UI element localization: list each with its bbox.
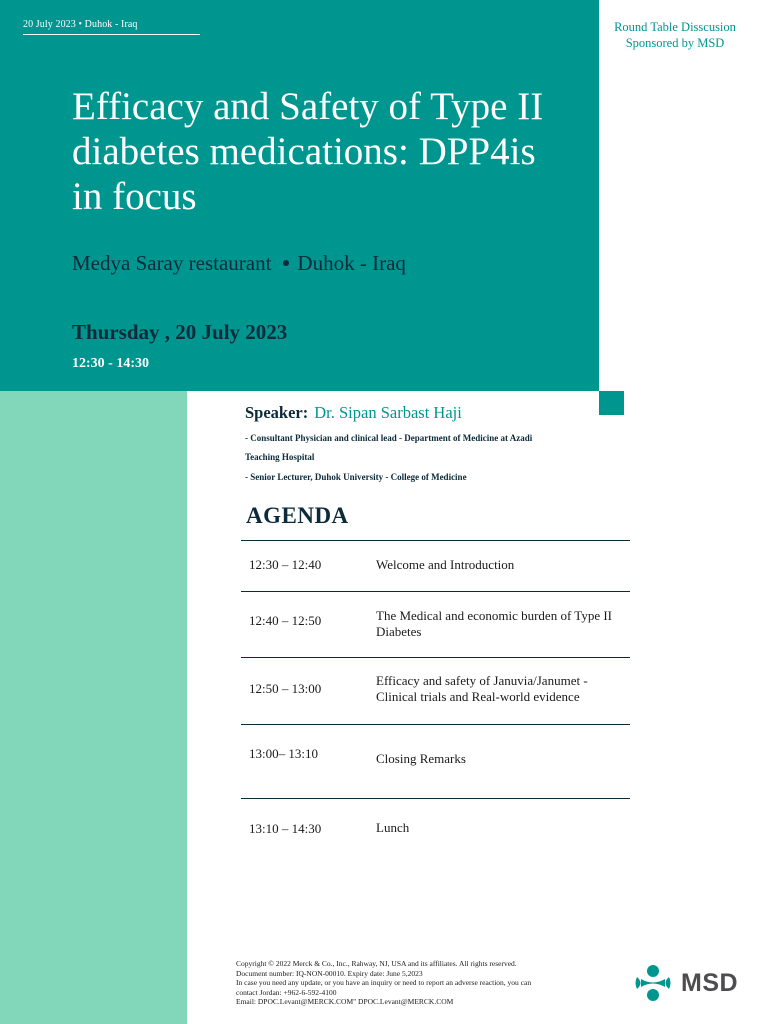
contact-phone: contact Jordan: +962-6-592-4100 [236, 987, 337, 997]
agenda-time: 12:30 – 12:40 [249, 557, 322, 572]
contact-note: In case you need any update, or you have an inquiry or need to report an adverse reaction, you can [236, 978, 532, 987]
accent-square [599, 391, 624, 415]
date-location-meta: 20 July 2023 • Duhok - Iraq [23, 19, 138, 30]
venue-city: Duhok - Iraq [297, 251, 406, 275]
agenda-time: 13:00– 13:10 [249, 746, 318, 761]
contact-email: Email: DPOC.Levant@MERCK.COM" DPOC.Levant@MERCK.COM [236, 997, 454, 1006]
venue-place: Medya Saray restaurant [72, 251, 272, 275]
side-background [0, 391, 187, 1024]
agenda-divider [241, 540, 630, 541]
copyright-text: Copyright © 2022 Merck & Co., Inc., Rahway, NJ, USA and its affiliates. All rights reserved. [236, 959, 517, 968]
speaker-label: Speaker: [245, 403, 309, 422]
event-date: Thursday , 20 July 2023 [72, 320, 288, 344]
event-title: Efficacy and Safety of Type II diabetes medications: DPP4is in focus [72, 85, 544, 218]
agenda-time: 12:50 – 13:00 [249, 681, 322, 696]
sponsor-note [601, 19, 749, 51]
speaker-credential: - Consultant Physician and clinical lead - Department of Medicine at Azadi [245, 433, 533, 443]
sponsor-line-1: Round Table Disscusion [614, 20, 736, 34]
agenda-divider [241, 657, 630, 658]
agenda-item-title: Lunch [376, 820, 410, 835]
bullet-dot-icon [283, 260, 289, 266]
speaker-line [245, 403, 462, 423]
agenda-divider [241, 798, 630, 799]
agenda-item-title: Efficacy and safety of Januvia/Janumet - Clinical trials and Real-world evidence [376, 673, 588, 704]
meta-underline [23, 34, 200, 35]
speaker-credential-continued: Teaching Hospital [245, 452, 315, 462]
agenda-item-title: Closing Remarks [376, 751, 466, 766]
msd-logo-text: MSD [681, 969, 739, 997]
agenda-heading: AGENDA [246, 503, 349, 528]
legal-footer [236, 959, 606, 1007]
agenda-item-title: The Medical and economic burden of Type II Diabetes [376, 608, 613, 639]
speaker-credential: - Senior Lecturer, Duhok University - College of Medicine [245, 472, 467, 482]
agenda-item-title: Welcome and Introduction [376, 557, 515, 572]
event-time: 12:30 - 14:30 [72, 356, 149, 371]
agenda-divider [241, 724, 630, 725]
agenda-time: 12:40 – 12:50 [249, 613, 322, 628]
sponsor-line-2: Sponsored by MSD [625, 36, 725, 50]
speaker-name: Dr. Sipan Sarbast Haji [314, 403, 462, 422]
agenda-divider [241, 591, 630, 592]
agenda-time: 13:10 – 14:30 [249, 821, 322, 836]
event-venue [72, 251, 406, 276]
document-number: Document number: IQ-NON-00010. Expiry date: June 5,2023 [236, 968, 423, 978]
